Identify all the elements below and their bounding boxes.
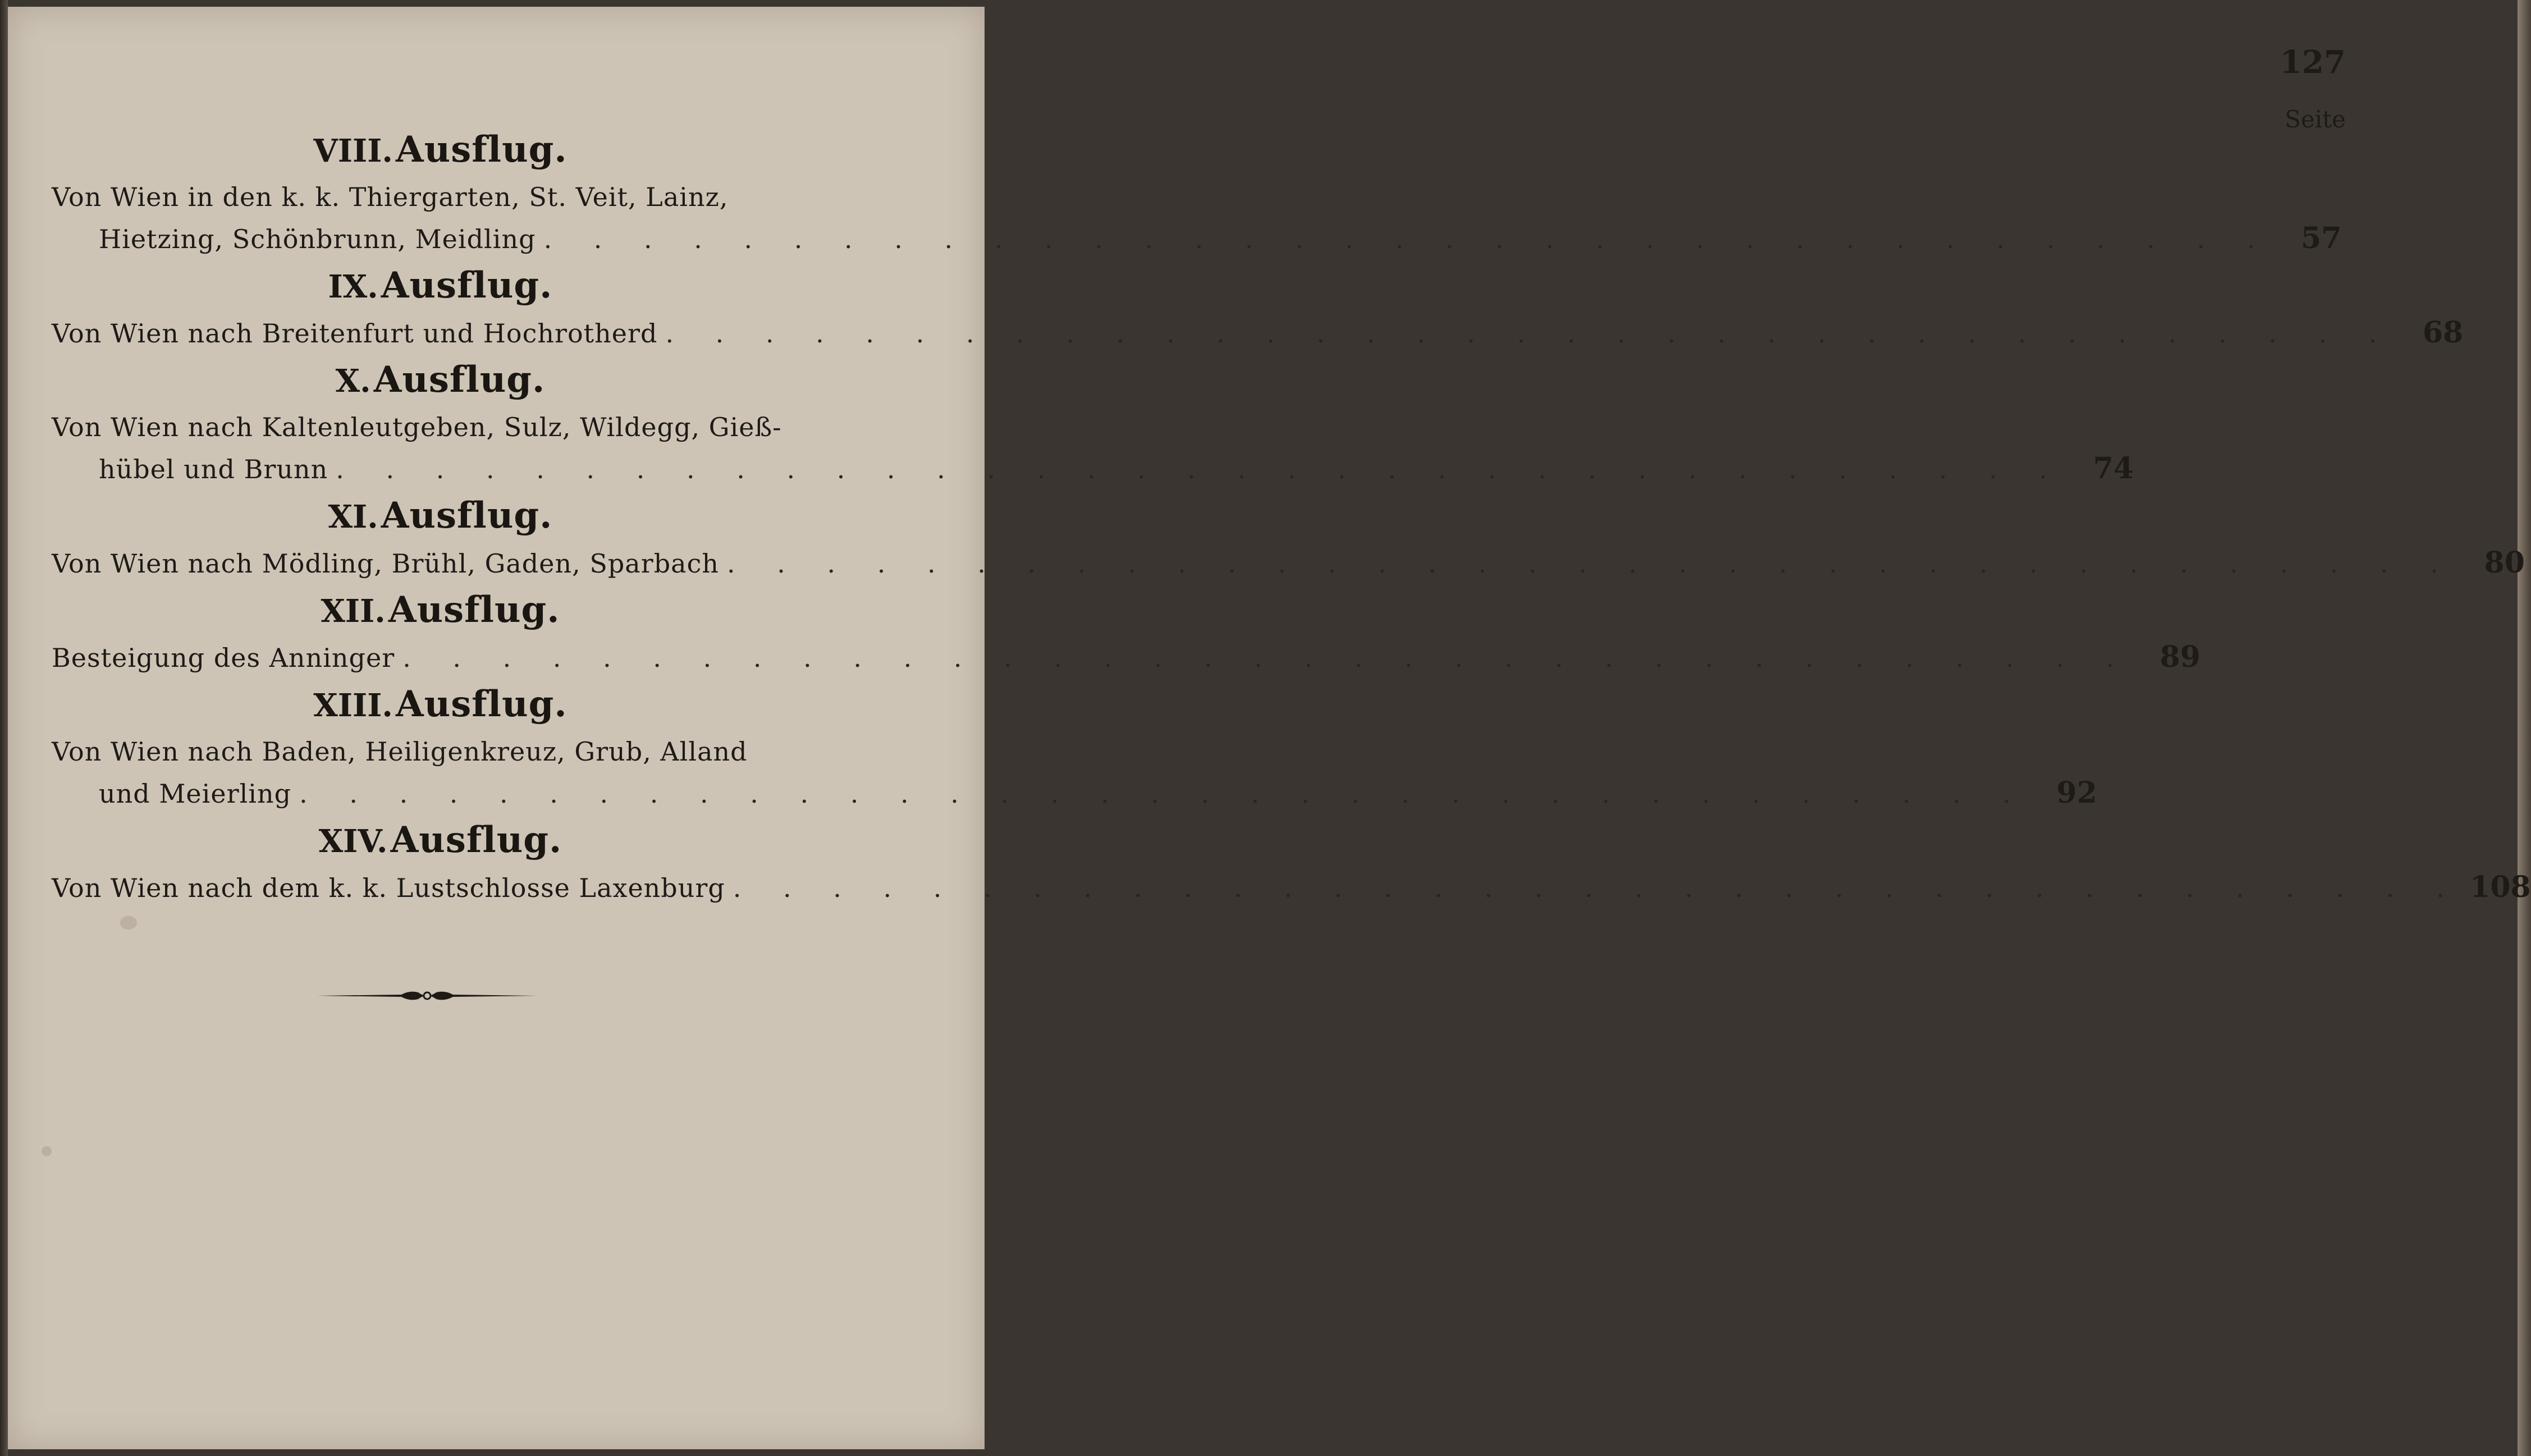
dot-leader: . . . . . . . . . . . . . . . . . . . . . . . . . . . . . . . . . . . — [402, 643, 2131, 673]
section-heading-word: Ausflug. — [396, 129, 567, 171]
toc-section-xi — [52, 489, 2525, 584]
section-roman-numeral: X. — [335, 363, 371, 400]
section-roman-numeral: XI. — [328, 498, 378, 535]
entry-title-line: Von Wien nach Baden, Heiligenkreuz, Grub, Alland — [52, 736, 748, 767]
toc-section-x — [52, 354, 2134, 489]
section-roman-numeral: XIV. — [318, 823, 388, 860]
dot-leader: . . . . . . . . . . . . . . . . . . . . . . . . . . . . . . . . . . . — [726, 548, 2455, 579]
book-spine-edge — [0, 0, 8, 1456]
toc-entry — [52, 406, 2134, 489]
entry-page-number: 74 — [2093, 451, 2134, 486]
section-heading — [52, 489, 807, 542]
entry-title-line: Von Wien nach Kaltenleutgeben, Sulz, Wildegg, Gieß- — [52, 412, 782, 442]
entry-page-number: 92 — [2056, 776, 2098, 810]
section-heading-word: Ausflug. — [390, 819, 562, 861]
page-column-label: Seite — [2285, 106, 2346, 133]
section-heading-word: Ausflug. — [388, 589, 560, 631]
toc-entry — [52, 637, 2201, 678]
section-roman-numeral: XII. — [321, 593, 386, 630]
section-roman-numeral: XIII. — [313, 687, 393, 724]
ornament-divider-icon — [317, 983, 537, 1008]
section-heading — [52, 814, 807, 867]
dot-leader: . . . . . . . . . . . . . . . . . . . . . . . . . . . . . . . . . . . — [299, 779, 2028, 809]
toc-entry — [52, 731, 2098, 814]
toc-section-viii — [52, 123, 2342, 259]
toc-section-xii — [52, 584, 2201, 678]
section-heading-word: Ausflug. — [396, 683, 567, 725]
section-heading — [52, 678, 807, 731]
dot-leader: . . . . . . . . . . . . . . . . . . . . . . . . . . . . . . . . . . . — [336, 454, 2065, 484]
toc-entry — [52, 542, 2525, 584]
page-number: 127 — [2280, 44, 2346, 81]
toc-section-xiv — [52, 814, 2531, 908]
section-heading — [52, 354, 807, 406]
section-roman-numeral: IX. — [328, 268, 378, 305]
section-heading-word: Ausflug. — [381, 495, 553, 537]
section-roman-numeral: VIII. — [313, 132, 393, 170]
toc-section-ix — [52, 259, 2464, 354]
section-heading — [52, 259, 807, 312]
entry-title-line: hübel und Brunn — [99, 454, 328, 484]
entry-title-line: Von Wien nach Mödling, Brühl, Gaden, Sparbach — [52, 548, 719, 579]
paper-stain — [120, 916, 137, 930]
page-edge — [2518, 0, 2531, 1456]
toc-entry — [52, 867, 2531, 908]
entry-title-line: Von Wien in den k. k. Thiergarten, St. Veit, Lainz, — [52, 182, 729, 212]
section-heading — [52, 584, 807, 637]
section-heading-word: Ausflug. — [381, 264, 553, 306]
toc-section-xiii — [52, 678, 2098, 814]
entry-page-number: 89 — [2159, 640, 2201, 674]
section-heading-word: Ausflug. — [373, 359, 546, 401]
entry-page-number: 108 — [2470, 870, 2531, 904]
paper-stain — [42, 1146, 52, 1156]
entry-page-number: 80 — [2484, 546, 2525, 580]
entry-page-number: 57 — [2301, 221, 2342, 255]
entry-page-number: 68 — [2423, 315, 2464, 350]
dot-leader: . . . . . . . . . . . . . . . . . . . . . . . . . . . . . . . . . . . — [543, 224, 2272, 254]
toc-entry — [52, 176, 2342, 259]
dot-leader: . . . . . . . . . . . . . . . . . . . . . . . . . . . . . . . . . . . — [733, 873, 2461, 903]
dot-leader: . . . . . . . . . . . . . . . . . . . . . . . . . . . . . . . . . . . — [665, 318, 2394, 349]
entry-title-line: Von Wien nach dem k. k. Lustschlosse Laxenburg — [52, 873, 725, 903]
entry-title-line: Von Wien nach Breitenfurt und Hochrotherd — [52, 318, 658, 349]
entry-title-line: Besteigung des Anninger — [52, 643, 395, 673]
entry-title-line: und Meierling — [99, 779, 292, 809]
table-of-contents — [52, 123, 2531, 908]
section-heading — [52, 123, 807, 176]
entry-title-line: Hietzing, Schönbrunn, Meidling — [99, 224, 536, 254]
toc-entry — [52, 312, 2464, 354]
